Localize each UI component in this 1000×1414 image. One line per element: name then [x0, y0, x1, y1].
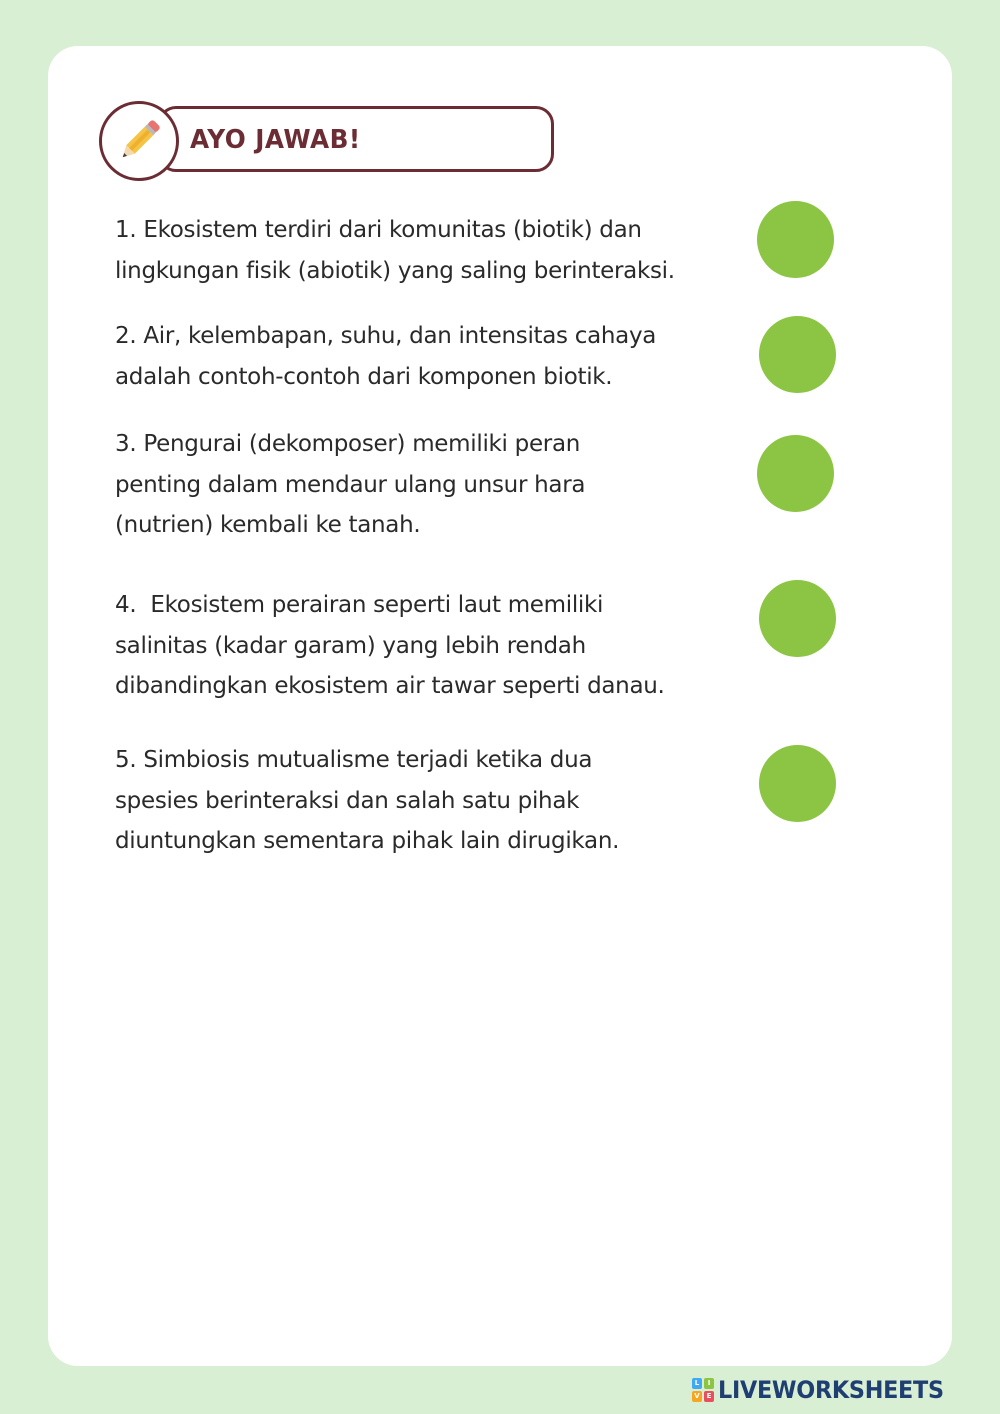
question-2-text: 2. Air, kelembapan, suhu, dan intensitas cahaya adalah contoh-contoh dari komponen biotik.: [115, 323, 657, 390]
liveworksheets-watermark: [692, 1374, 961, 1406]
logo-letter-e: E: [704, 1391, 714, 1402]
answer-dropzone-1[interactable]: [757, 201, 834, 278]
question-1-text: 1. Ekosistem terdiri dari komunitas (biotik) dan lingkungan fisik (abiotik) yang saling berinteraksi.: [115, 217, 675, 284]
answer-dropzone-3[interactable]: [757, 435, 834, 512]
watermark-text: LIVEWORKSHEETS: [718, 1376, 944, 1404]
question-3-text: 3. Pengurai (dekomposer) memiliki peran penting dalam mendaur ulang unsur hara (nutrien) kembali ke tanah.: [115, 431, 586, 538]
answer-dropzone-5[interactable]: [759, 745, 836, 822]
page-title: AYO JAWAB!: [190, 125, 361, 155]
answer-dropzone-4[interactable]: [759, 580, 836, 657]
liveworksheets-logo-icon: [692, 1378, 714, 1402]
logo-letter-i: I: [704, 1378, 714, 1389]
logo-letter-v: V: [692, 1391, 702, 1402]
logo-letter-l: L: [692, 1378, 702, 1389]
pencil-badge: [99, 101, 179, 181]
answer-dropzone-2[interactable]: [759, 316, 836, 393]
pencil-icon: [112, 114, 166, 168]
question-4-text: 4. Ekosistem perairan seperti laut memiliki salinitas (kadar garam) yang lebih rendah dibandingkan ekosistem air tawar seperti danau.: [115, 592, 665, 699]
question-5-text: 5. Simbiosis mutualisme terjadi ketika dua spesies berinteraksi dan salah satu pihak diuntungkan sementara pihak lain dirugikan.: [115, 747, 620, 854]
